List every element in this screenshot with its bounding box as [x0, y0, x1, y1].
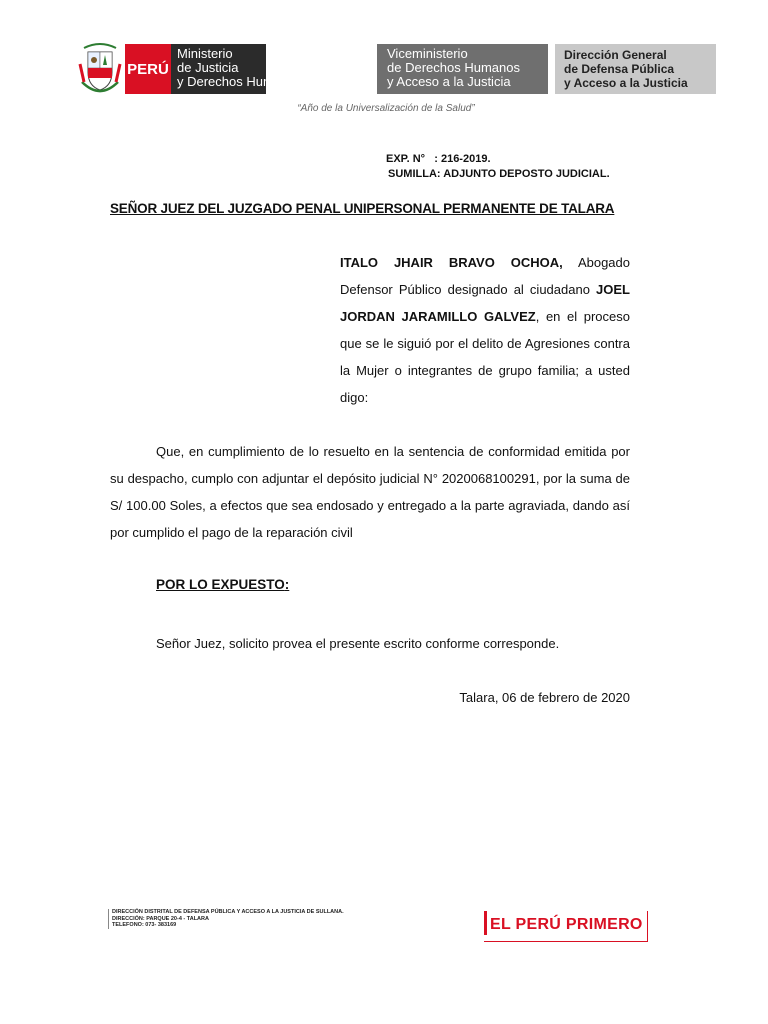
por-lo-expuesto-text: POR LO EXPUESTO — [156, 577, 285, 592]
coat-of-arms-icon — [78, 42, 122, 96]
dir-line-2: de Defensa Pública — [564, 62, 675, 76]
slogan-bar — [484, 911, 487, 935]
por-lo-expuesto-colon: : — [284, 577, 290, 592]
request-sentence: Señor Juez, solicito provea el presente escrito conforme corresponde. — [156, 636, 560, 651]
year-motto-text: “Año de la Universalización de la Salud” — [297, 103, 475, 114]
summary-line: SUMILLA: ADJUNTO DEPOSTO JUDICIAL. — [388, 168, 610, 180]
directorate-name — [564, 48, 716, 90]
vice-line-2: de Derechos Humanos — [387, 60, 520, 75]
footer-line-3: TELEFONO: 073- 383169 — [112, 922, 177, 928]
ministry-line-3: y Derechos Humanos — [177, 74, 302, 89]
ministry-line-1: Ministerio — [177, 46, 233, 61]
lawyer-name: ITALO JHAIR BRAVO OCHOA, — [340, 255, 563, 270]
por-lo-expuesto-heading — [156, 577, 289, 592]
footer-line-2: DIRECCIÓN: PARQUE 20-4 - TALARA — [112, 915, 209, 922]
case-number — [386, 152, 491, 166]
addressee-heading: SEÑOR JUEZ DEL JUZGADO PENAL UNIPERSONAL PERMANENTE DE TALARA — [110, 201, 615, 216]
place-and-date: Talara, 06 de febrero de 2020 — [459, 690, 630, 705]
slogan-logo — [484, 911, 648, 942]
peru-label: PERÚ — [125, 44, 171, 94]
case-number-value: : 216-2019. — [434, 153, 491, 165]
intro-text-2: , en el proceso que se le siguió por el delito de Agresiones contra la Mujer o integrantes de grupo familia; a usted digo: — [340, 309, 630, 405]
intro-text-1: Abogado Defensor Público designado al ciudadano — [340, 255, 630, 297]
vice-line-1: Viceministerio — [387, 46, 468, 61]
dir-line-1: Dirección General — [564, 48, 667, 62]
vice-ministry-box — [377, 44, 548, 94]
ministry-box — [125, 44, 302, 94]
client-name: JOEL JORDAN JARAMILLO GALVEZ — [340, 282, 630, 324]
ministry-name — [177, 46, 302, 89]
vice-ministry-name — [387, 47, 547, 89]
slogan-text: EL PERÚ PRIMERO — [490, 916, 643, 933]
case-number-label: EXP. N° — [386, 153, 426, 165]
intro-paragraph — [340, 249, 630, 411]
ministry-line-2: de Justicia — [177, 60, 239, 75]
vice-line-3: y Acceso a la Justicia — [387, 74, 511, 89]
directorate-box — [555, 44, 716, 94]
institution-header — [78, 42, 716, 97]
footer-line-1: DIRECCIÓN DISTRITAL DE DEFENSA PÚBLICA Y ACCESO A LA JUSTICIA DE SULLANA. — [112, 909, 344, 915]
year-motto — [0, 103, 768, 114]
body-paragraph: Que, en cumplimiento de lo resuelto en la sentencia de conformidad emitida por su despacho, cumplo con adjuntar el depósito judicial N° 2020068100291, por la suma de S/ 100.00 Soles, a efectos que sea endosado y entregado a la parte agraviada, dando así por cumplido el pago de la reparación civil — [110, 444, 630, 540]
dir-line-3: y Acceso a la Justicia — [564, 76, 688, 90]
footer-contact — [108, 909, 344, 929]
